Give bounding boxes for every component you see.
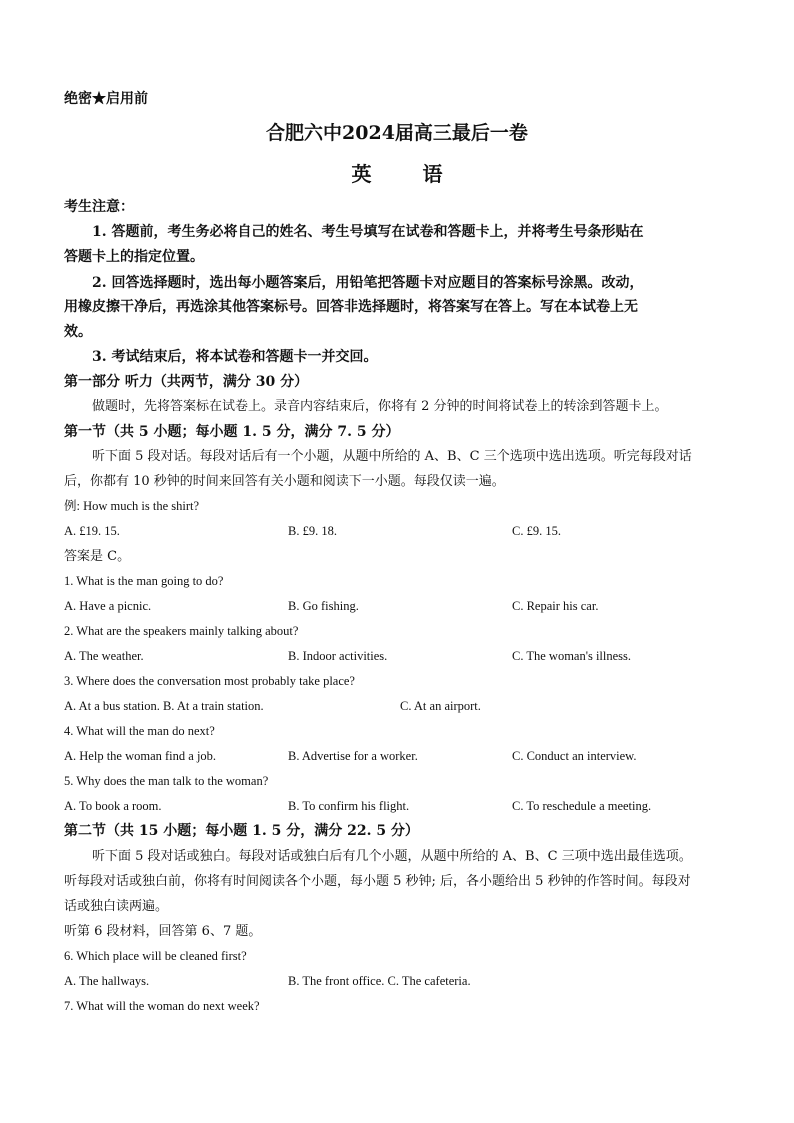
section1-intro-line-2: 后，你都有 10 秒钟的时间来回答有关小题和阅读下一小题。每段仅读一遍。	[64, 474, 505, 489]
question-2: 2. What are the speakers mainly talking about?	[64, 624, 299, 638]
question-1-option-c: C. Repair his car.	[512, 599, 599, 613]
section1-heading: 第一节（共 5 小题；每小题 1. 5 分，满分 7. 5 分）	[64, 424, 400, 440]
notice-item-3: 3. 考试结束后，将本试卷和答题卡一并交回。	[92, 349, 378, 365]
example-question: 例: How much is the shirt?	[64, 499, 200, 513]
question-3-option-ab: A. At a bus station. B. At a train station.	[64, 699, 264, 713]
notice-item-2-line-1: 2. 回答选择题时，选出每小题答案后，用铅笔把答题卡对应题目的答案标号涂黑。改动，	[92, 275, 644, 291]
notice-item-1-line-2: 答题卡上的指定位置。	[64, 249, 204, 265]
notice-item-1-line-1: 1. 答题前，考生务必将自己的姓名、考生号填写在试卷和答题卡上，并将考生号条形贴在	[92, 224, 644, 240]
question-5-option-b: B. To confirm his flight.	[288, 799, 410, 813]
question-3: 3. Where does the conversation most probably take place?	[64, 674, 355, 688]
exam-title: 合肥六中2024届高三最后一卷	[266, 122, 528, 144]
question-5-option-a: A. To book a room.	[64, 799, 162, 813]
notice-heading: 考生注意：	[64, 199, 134, 215]
question-1: 1. What is the man going to do?	[64, 574, 224, 588]
question-2-option-a: A. The weather.	[64, 649, 144, 663]
question-3-option-c: C. At an airport.	[400, 699, 481, 713]
part1-intro: 做题时，先将答案标在试卷上。录音内容结束后，你将有 2 分钟的时间将试卷上的转涂到答题卡上。	[92, 399, 668, 414]
question-5: 5. Why does the man talk to the woman?	[64, 774, 269, 788]
material-6-label: 听第 6 段材料，回答第 6、7 题。	[64, 924, 262, 939]
section2-intro-line-1: 听下面 5 段对话或独白。每段对话或独白后有几个小题，从题中所给的 A、B、C 三项中选出最佳选项。	[92, 849, 692, 864]
question-4-option-c: C. Conduct an interview.	[512, 749, 637, 763]
example-option-b: B. £9. 18.	[288, 524, 337, 538]
section2-intro-line-2: 听每段对话或独白前，你将有时间阅读各个小题，每小题 5 秒钟; 后，各小题给出 5 秒钟的作答时间。每段对	[64, 874, 691, 889]
example-answer: 答案是 C。	[64, 549, 131, 564]
question-4-option-b: B. Advertise for a worker.	[288, 749, 418, 763]
notice-item-2-line-3: 效。	[64, 324, 92, 340]
question-6-option-a: A. The hallways.	[64, 974, 150, 988]
subject-title: 英 语	[351, 162, 465, 186]
question-2-option-b: B. Indoor activities.	[288, 649, 388, 663]
question-4-option-a: A. Help the woman find a job.	[64, 749, 217, 763]
notice-item-2-line-2: 用橡皮擦干净后，再选涂其他答案标号。回答非选择题时，将答案写在答上。写在本试卷上无	[64, 299, 638, 315]
question-1-option-a: A. Have a picnic.	[64, 599, 152, 613]
question-4: 4. What will the man do next?	[64, 724, 215, 738]
question-6-option-bc: B. The front office. C. The cafeteria.	[288, 974, 471, 988]
example-option-a: A. £19. 15.	[64, 524, 120, 538]
section2-heading: 第二节（共 15 小题；每小题 1. 5 分，满分 22. 5 分）	[64, 823, 419, 839]
section1-intro-line-1: 听下面 5 段对话。每段对话后有一个小题，从题中所给的 A、B、C 三个选项中选出选项。听完每段对话	[92, 449, 692, 464]
part1-heading: 第一部分 听力（共两节，满分 30 分）	[64, 374, 309, 390]
question-7: 7. What will the woman do next week?	[64, 999, 260, 1013]
question-2-option-c: C. The woman's illness.	[512, 649, 632, 663]
example-option-c: C. £9. 15.	[512, 524, 561, 538]
question-1-option-b: B. Go fishing.	[288, 599, 359, 613]
section2-intro-line-3: 话或独白读两遍。	[64, 899, 169, 914]
question-6: 6. Which place will be cleaned first?	[64, 949, 247, 963]
confidential-label: 绝密★启用前	[64, 91, 148, 107]
question-5-option-c: C. To reschedule a meeting.	[512, 799, 652, 813]
